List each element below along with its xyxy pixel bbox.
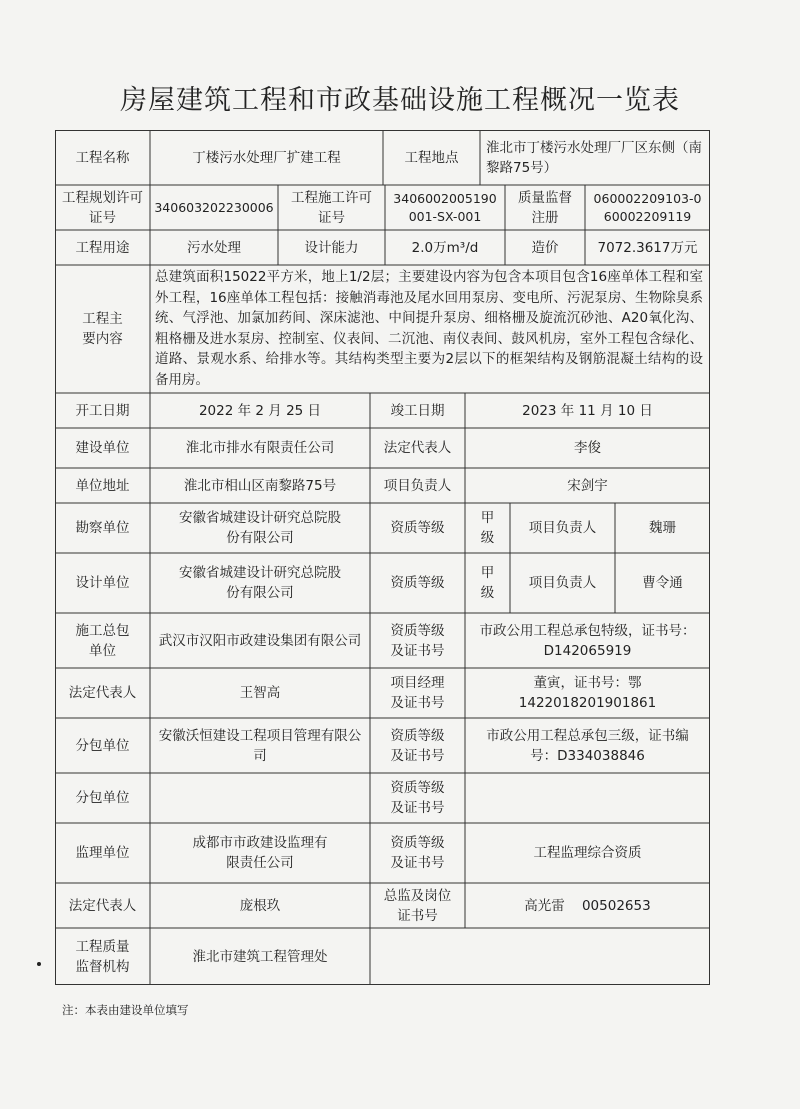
project-leader-value: 宋剑宇 (567, 477, 608, 494)
subcontractor-2-value (150, 773, 370, 823)
contractor-qual-value: 市政公用工程总承包特级，证书号：D142065919 (479, 622, 696, 659)
contractor-rep-label: 法定代表人 (68, 685, 137, 701)
subcontractor-1-label: 分包单位 (75, 737, 130, 754)
survey-unit-value: 安徽省城建设计研究总院股份有限公司 (179, 510, 341, 546)
end-date-value: 2023 年 11 月 10 日 (522, 402, 653, 419)
subcontractor-1-qual-value: 市政公用工程总承包三级，证书编号：D334038846 (486, 727, 689, 764)
contractor-qual-label: 资质等级及证书号 (390, 622, 445, 659)
survey-leader-label: 项目负责人 (528, 520, 597, 536)
quality-registration-label: 质量监督注册 (518, 189, 572, 226)
subcontractor-2-label: 分包单位 (75, 790, 130, 806)
design-unit-label: 设计单位 (75, 575, 130, 591)
address-label: 单位地址 (75, 477, 130, 494)
design-leader-value: 曹令通 (642, 575, 683, 591)
chief-supervisor-value: 高光雷 00502653 (524, 897, 651, 914)
contractor-rep-value: 王智高 (239, 685, 281, 701)
contractor-label: 施工总包单位 (75, 622, 130, 659)
project-name-label: 工程名称 (75, 149, 130, 166)
subcontractor-1-value: 安徽沃恒建设工程项目管理有限公司 (158, 727, 362, 764)
supervisor-value: 成都市市政建设监理有限责任公司 (192, 835, 328, 871)
design-grade: 甲级 (480, 565, 495, 601)
construction-permit-label: 工程施工许可证号 (291, 189, 372, 226)
planning-permit-label: 工程规划许可证号 (62, 189, 143, 226)
quality-registration-value: 060002209103-060002209119 (593, 190, 702, 224)
builder-rep-value: 李俊 (574, 440, 601, 456)
supervisor-label: 监理单位 (75, 845, 130, 861)
quality-org-value: 淮北市建筑工程管理处 (192, 948, 328, 965)
start-date-label: 开工日期 (75, 402, 130, 419)
project-location-value: 淮北市丁楼污水处理厂厂区东侧（南黎路75号） (486, 139, 702, 176)
overview-table (55, 130, 710, 985)
supervisor-rep-value: 庞根玖 (239, 897, 281, 914)
construction-permit-value: 3406002005190001-SX-001 (393, 190, 497, 224)
design-leader-label: 项目负责人 (528, 575, 597, 591)
project-manager-label: 项目经理及证书号 (390, 675, 445, 711)
subcontractor-2-qual-label: 资质等级及证书号 (390, 780, 445, 816)
start-date-value: 2022 年 2 月 25 日 (198, 402, 322, 419)
usage-value: 污水处理 (187, 239, 241, 256)
capacity-value: 2.0万m³/d (411, 239, 479, 256)
project-manager-value: 董寅，证书号：鄂1422018201901861 (518, 675, 657, 711)
survey-unit-label: 勘察单位 (75, 520, 130, 536)
main-content-value: 总建筑面积15022平方米，地上1/2层；主要建设内容为包含本项目包含16座单体工程和室外工程，16座单体工程包括：接触消毒池及尾水回用泵房、变电所、污泥泵房、生物除臭系统、气浮池、加氯加药间、深床滤池、中间提升泵房、细格栅及旋流沉砂池、A20氧化沟、粗格栅及进水泵房、控制室、仪表间、二沉池、南仪表间、鼓风机房，室外工程包含绿化、道路、景观水系、给排水等。其结构类型主要为2层以下的框架结构及钢筋混凝土结构的设备用房。 (155, 269, 703, 388)
design-qual-label: 资质等级 (390, 575, 445, 591)
project-name-value: 丁楼污水处理厂扩建工程 (192, 149, 341, 166)
footnote: 注：本表由建设单位填写 (62, 1003, 189, 1017)
cost-label: 造价 (531, 239, 559, 256)
supervisor-qual-label: 资质等级及证书号 (390, 835, 445, 871)
subcontractor-1-qual-label: 资质等级及证书号 (390, 727, 445, 764)
builder-label: 建设单位 (75, 440, 130, 456)
scan-dot (37, 962, 41, 966)
cost-value: 7072.3617万元 (597, 239, 698, 256)
main-content-label: 工程主要内容 (82, 311, 123, 347)
planning-permit-value: 340603202230006 (154, 199, 274, 215)
chief-supervisor-label: 总监及岗位证书号 (383, 887, 452, 924)
builder-value: 淮北市排水有限责任公司 (185, 440, 335, 456)
end-date-label: 竣工日期 (390, 402, 445, 419)
survey-leader-value: 魏珊 (649, 520, 676, 536)
subcontractor-2-qual-value (465, 773, 710, 823)
supervisor-qual-value: 工程监理综合资质 (533, 845, 642, 861)
capacity-label: 设计能力 (304, 239, 359, 256)
builder-rep-label: 法定代表人 (383, 440, 452, 456)
survey-qual-label: 资质等级 (390, 520, 445, 536)
survey-grade: 甲级 (480, 510, 495, 546)
quality-org-label: 工程质量监督机构 (75, 938, 130, 975)
contractor-value: 武汉市汉阳市政建设集团有限公司 (158, 632, 362, 649)
usage-label: 工程用途 (75, 239, 130, 256)
design-unit-value: 安徽省城建设计研究总院股份有限公司 (179, 565, 341, 601)
project-location-label: 工程地点 (404, 149, 459, 166)
page-title: 房屋建筑工程和市政基础设施工程概况一览表 (120, 85, 680, 116)
supervisor-rep-label: 法定代表人 (68, 897, 137, 914)
project-leader-label: 项目负责人 (383, 477, 452, 494)
address-value: 淮北市相山区南黎路75号 (183, 477, 337, 494)
